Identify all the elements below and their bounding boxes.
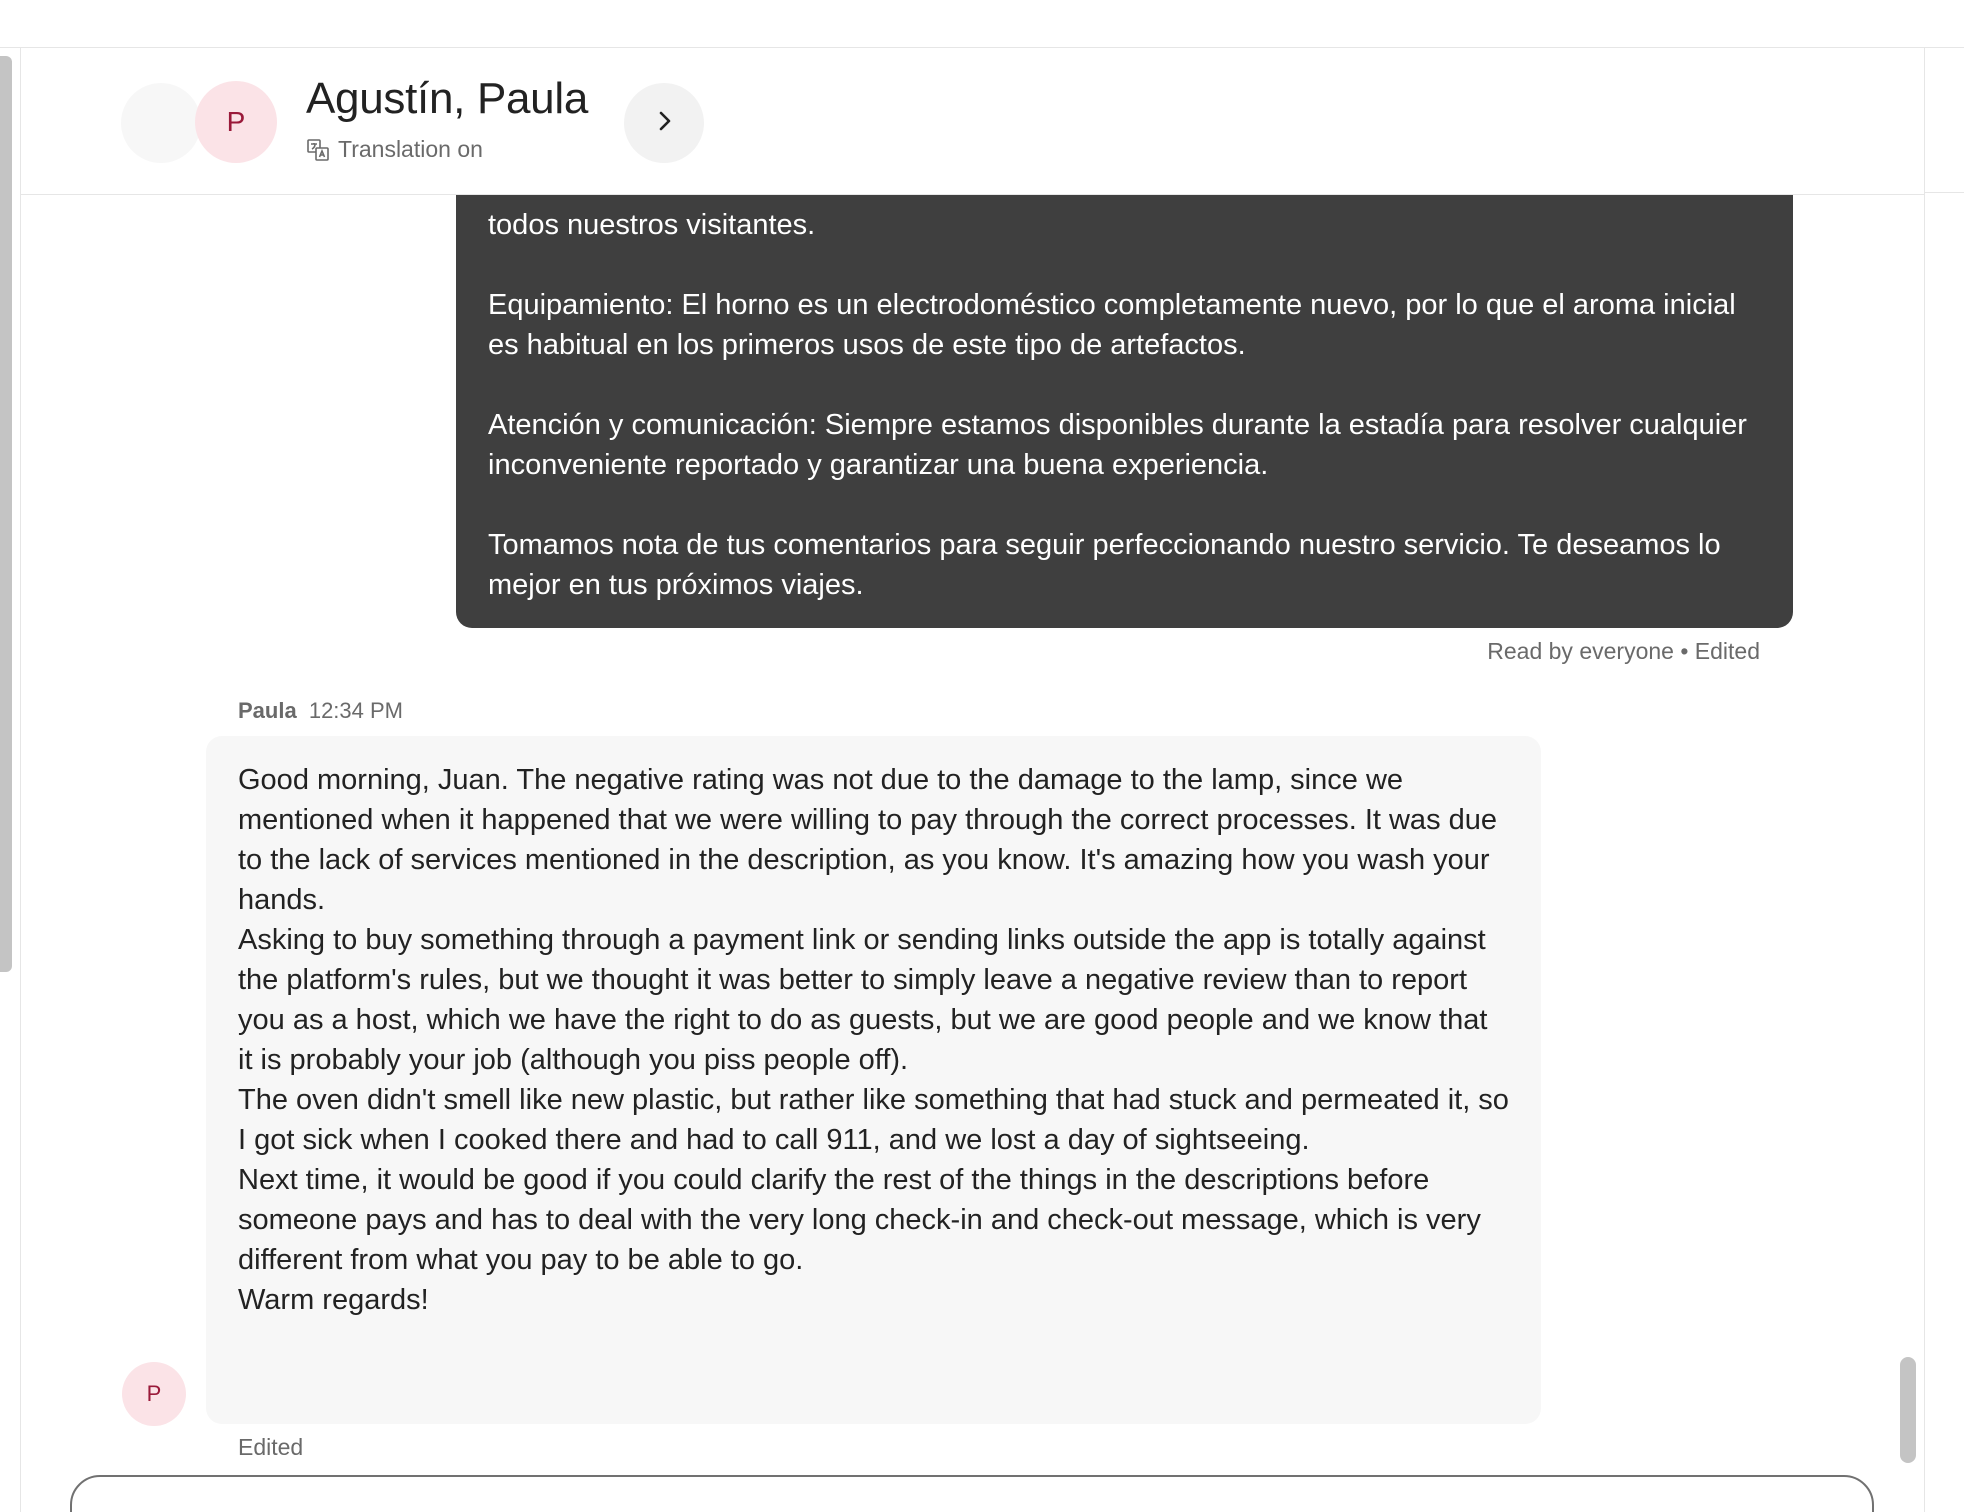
sent-message-paragraph: todos nuestros visitantes. <box>488 209 816 241</box>
received-message-paragraph: Asking to buy something through a payment link or sending links outside the app is totally against the platform's rules, but we thought it was better to simply leave a negative review than to report you as a host, which we have the right to do as guests, but we are good people and we know that it is probably your job (although you piss people off). <box>238 924 1488 1076</box>
message-sender: Paula <box>238 698 297 723</box>
received-message-bubble <box>206 736 1541 1424</box>
read-status: Read by everyone • Edited <box>1487 638 1760 664</box>
sender-avatar[interactable]: P <box>122 1362 186 1426</box>
sent-message-paragraph: Equipamiento: El horno es un electrodoméstico completamente nuevo, por lo que el aroma inicial es habitual en los primeros usos de este tipo de artefactos. <box>488 289 1736 361</box>
edited-label: Edited <box>238 1434 304 1460</box>
sent-message-bubble <box>456 140 1793 628</box>
chevron-right-icon <box>650 107 678 140</box>
received-message-paragraph: Warm regards! <box>238 1284 429 1316</box>
received-message-paragraph: The oven didn't smell like new plastic, but rather like something that had stuck and permeated it, so I got sick when I cooked there and had to call 911, and we lost a day of sightseeing. <box>238 1084 1509 1156</box>
avatar-secondary <box>121 83 201 163</box>
received-message-paragraph: Good morning, Juan. The negative rating was not due to the damage to the lamp, since we mentioned when it happened that we were willing to pay through the correct processes. It was due to the lack of services mentioned in the description, as you know. It's amazing how you wash your hands. <box>238 764 1498 916</box>
left-panel-scrollbar[interactable] <box>0 56 12 972</box>
right-panel-divider <box>1924 48 1925 1512</box>
sent-message-paragraph: Atención y comunicación: Siempre estamos disponibles durante la estadía para resolver cualquier inconveniente reportado y garantizar una buena experiencia. <box>488 409 1747 481</box>
translate-icon <box>306 138 330 162</box>
conversation-header <box>21 48 1924 195</box>
sent-message-paragraph: Tomamos nota de tus comentarios para seguir perfeccionando nuestro servicio. Te deseamos lo mejor en tus próximos viajes. <box>488 529 1721 601</box>
translation-status-label: Translation on <box>338 136 483 162</box>
top-bar <box>0 0 1964 48</box>
conversation-details-button[interactable] <box>624 83 704 163</box>
received-message-paragraph: Next time, it would be good if you could clarify the rest of the things in the descriptions before someone pays and has to deal with the very long check-in and check-out message, which is very different from what you pay to be able to go. <box>238 1164 1481 1276</box>
message-meta <box>238 698 403 724</box>
translation-status[interactable] <box>306 136 483 163</box>
right-panel-header-divider <box>1925 192 1964 193</box>
left-panel-divider <box>20 48 21 1512</box>
avatar[interactable]: P <box>195 81 277 163</box>
message-time: 12:34 PM <box>308 698 403 723</box>
message-input[interactable] <box>70 1475 1874 1512</box>
thread-scrollbar-thumb[interactable] <box>1900 1357 1916 1463</box>
page-title: Agustín, Paula <box>306 74 588 123</box>
